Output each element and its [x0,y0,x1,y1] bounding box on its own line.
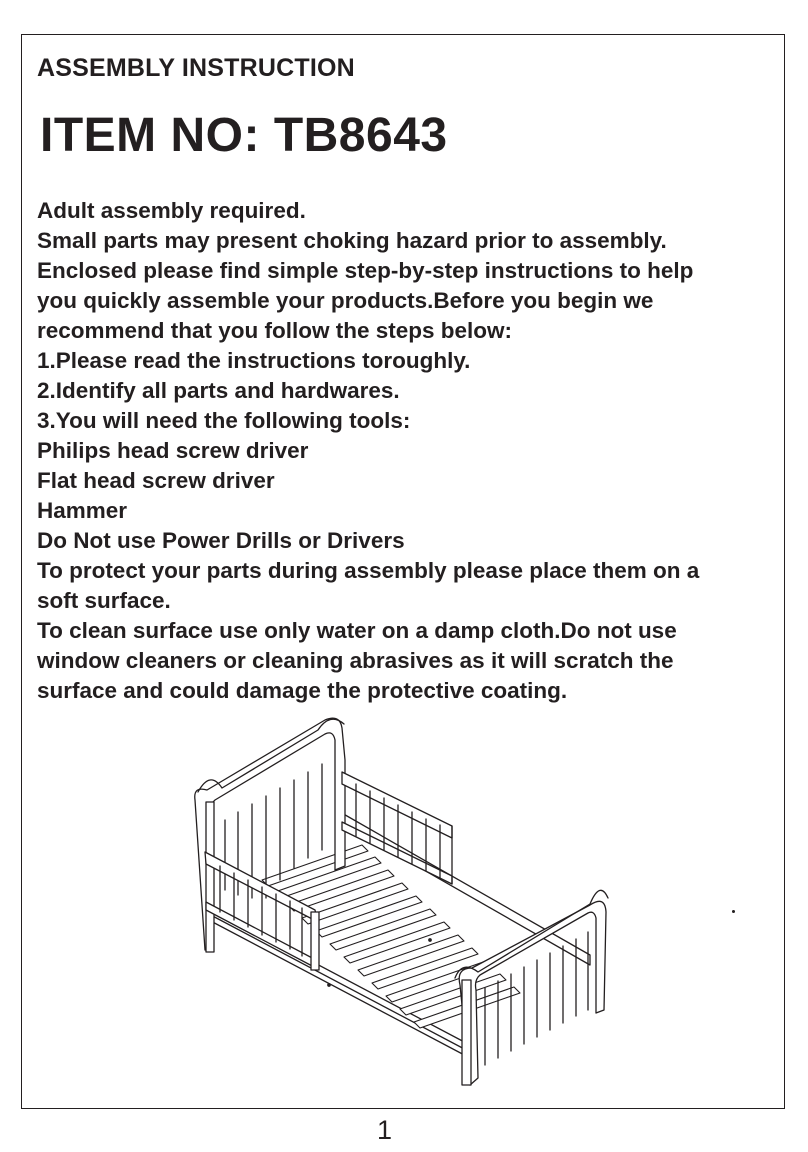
instruction-line: Enclosed please find simple step-by-step instructions to help [37,258,694,283]
stray-dot [732,910,735,913]
instruction-line: Adult assembly required. [37,198,306,223]
instruction-line: 3.You will need the following tools: [37,408,411,433]
document-heading: ASSEMBLY INSTRUCTION [37,54,355,82]
instruction-line: Small parts may present choking hazard prior to assembly. [37,228,667,253]
instruction-line: soft surface. [37,588,171,613]
instruction-line: To protect your parts during assembly please place them on a [37,558,700,583]
instructions-text [37,196,782,706]
instruction-line: Flat head screw driver [37,468,275,493]
slats [262,845,520,1028]
instruction-line: recommend that you follow the steps below: [37,318,513,343]
instruction-line: 1.Please read the instructions toroughly. [37,348,471,373]
instruction-line: window cleaners or cleaning abrasives as it will scratch the [37,648,674,673]
page-number: 1 [377,1115,393,1145]
instruction-line: Hammer [37,498,128,523]
instruction-line: Do Not use Power Drills or Drivers [37,528,405,553]
instruction-line: you quickly assemble your products.Before you begin we [37,288,654,313]
instruction-line: 2.Identify all parts and hardwares. [37,378,400,403]
toddler-bed-icon [180,710,740,1100]
item-number: ITEM NO: TB8643 [40,109,448,162]
instruction-line: surface and could damage the protective coating. [37,678,568,703]
instruction-line: Philips head screw driver [37,438,309,463]
instruction-line: To clean surface use only water on a damp cloth.Do not use [37,618,677,643]
